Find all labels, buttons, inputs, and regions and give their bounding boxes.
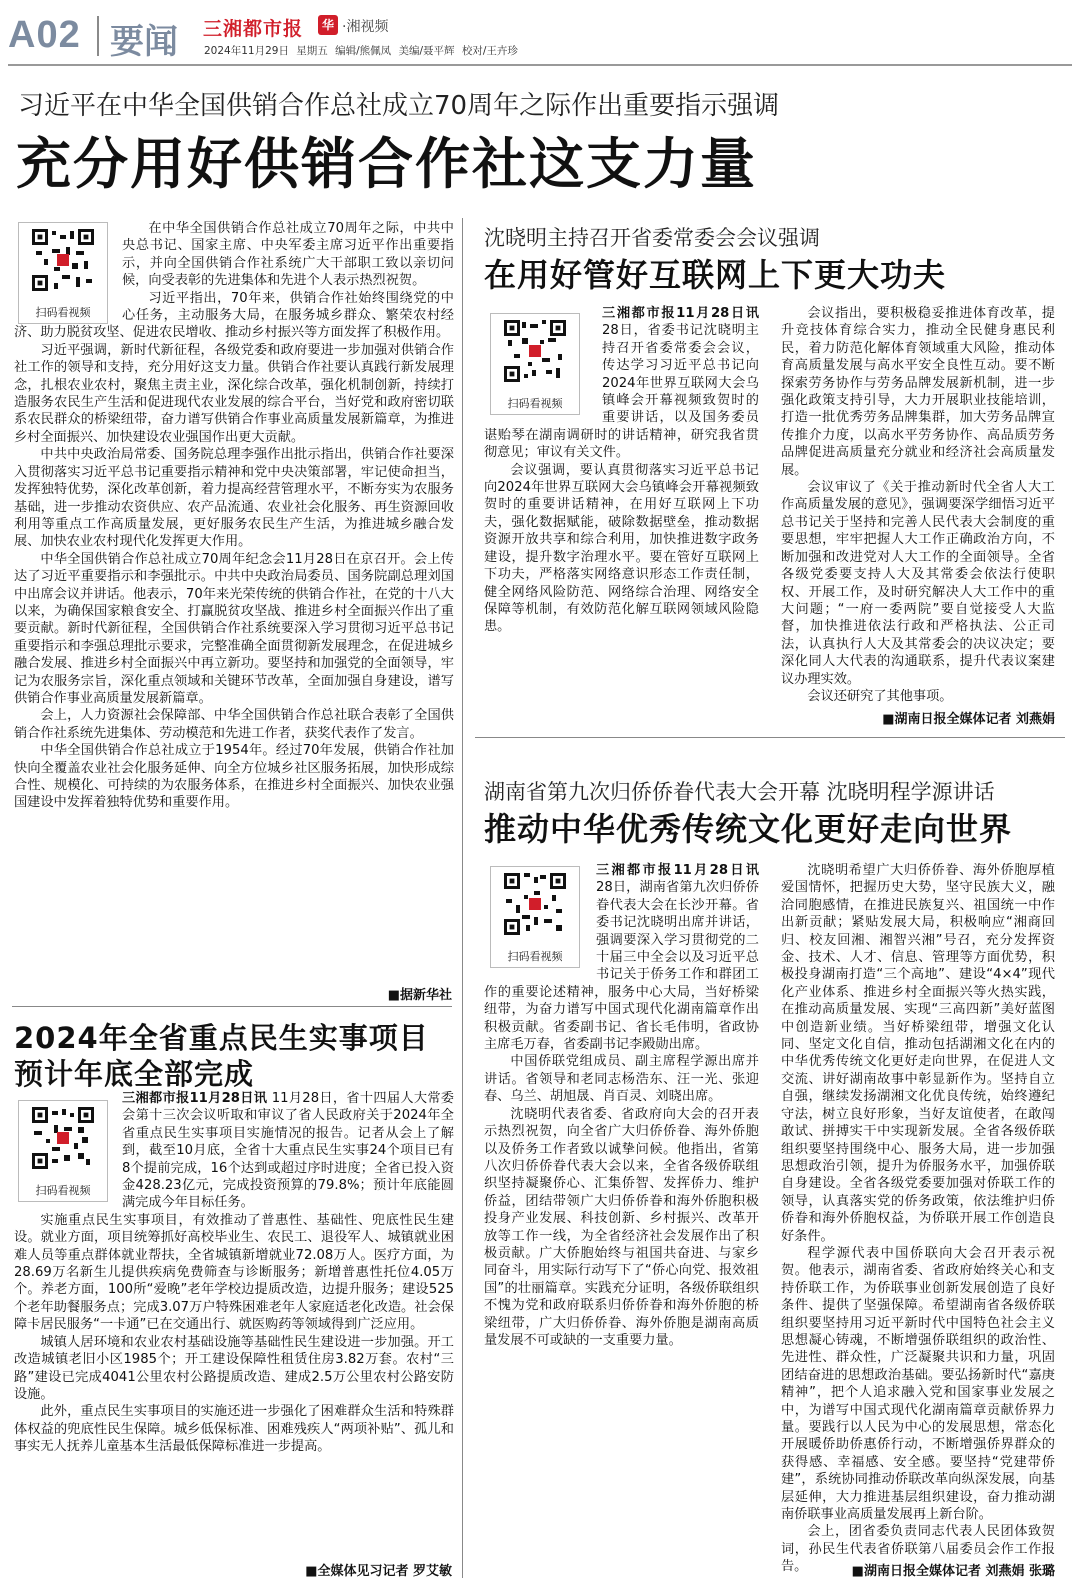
main-kicker: 习近平在中华全国供销合作总社成立70周年之际作出重要指示强调: [18, 91, 780, 121]
qr-label: 扫码看视频: [507, 950, 563, 963]
overseas-headline: 推动中华优秀传统文化更好走向世界: [484, 810, 1013, 848]
byline: ■湖南日报全媒体记者 刘燕娟 张璐: [851, 1564, 1055, 1579]
byline: ■湖南日报全媒体记者 刘燕娟: [882, 712, 1055, 727]
internet-headline: 在用好管好互联网上下更大功夫: [484, 256, 947, 294]
paragraph: 城镇人居环境和农业农村基础设施等基础性民生建设进一步加强。开工改造城镇老旧小区1985个；开工建设保障性租赁住房3.82万套。农村“三路”建设已完成4041公里农村公路提质改造、建成2.5万公里农村公路安防设施。: [14, 1334, 454, 1402]
paragraph: 三湘都市报11月28日讯 28日，湖南省第九次归侨侨眷代表大会在长沙开幕。省委书记沈晓明出席并讲话，强调要深入学习贯彻党的二十届三中全会以及习近平总书记关于侨务工作和群团工作的重要论述精神，服务中心大局，当好桥梁纽带，为奋力谱写中国式现代化湖南篇章作出积极贡献。省委副书记、省长毛伟明，省政协主席毛万春，省委副书记李殿勋出席。: [484, 863, 759, 1053]
main-headline: 充分用好供销合作社这支力量: [16, 132, 758, 196]
paragraph: 会议指出，要积极稳妥推进体育改革，提升竞技体育综合实力，推动全民健身惠民利民，着力防范化解体育领域重大风险，推动体育高质量发展与高水平安全良性互动。要不断探索劳务协作与劳务品牌发展新机制，进一步强化政策支持引导，大力开展职业技能培训，打造一批优秀劳务品牌集群，加大劳务品牌宣传推介力度，以高水平劳务协作、高品质劳务品牌促进高质量充分就业和经济社会高质量发展。: [781, 306, 1055, 478]
paragraph: 在中华全国供销合作总社成立70周年之际，中共中央总书记、国家主席、中央军委主席习近平作出重要指示，并向全国供销合作社系统广大干部职工致以亲切问候，向受表彰的先进集体和先进个人表示热烈祝贺。: [122, 221, 454, 289]
qr-label: 扫码看视频: [507, 397, 563, 410]
internet-story-body-col1: [484, 305, 759, 720]
video-logo-text: ·湘视频: [342, 19, 389, 35]
internet-kicker: 沈晓明主持召开省委常委会会议强调: [484, 226, 820, 250]
main-story-body: [14, 220, 454, 990]
internet-story-body-col2: [781, 305, 1055, 705]
page-number: A02: [8, 14, 81, 56]
video-logo-icon: 华: [318, 15, 338, 35]
paragraph: 中华全国供销合作总社成立于1954年。经过70年发展，供销合作社加快向全覆盖农业社会化服务延伸、向全方位城乡社区服务拓展，加快形成综合性、规模化、可持续的为农服务体系，在推进乡村全面振兴、加快农业强国建设中发挥着独特优势和重要作用。: [14, 743, 454, 811]
qr-label: 扫码看视频: [35, 1184, 91, 1197]
byline: ■全媒体见习记者 罗艾敏: [305, 1564, 452, 1579]
paragraph: 习近平指出，70年来，供销合作社始终围绕党的中心任务，主动服务大局，在服务城乡群众、繁荣农村经济、助力脱贫攻坚、促进农民增收、推动乡村振兴等方面发挥了积极作用。: [14, 290, 454, 341]
qr-label: 扫码看视频: [35, 306, 91, 319]
paragraph: 实施重点民生实事项目，有效推动了普惠性、基础性、兜底性民生建设。就业方面，项目统筹抓好高校毕业生、农民工、退役军人、城镇就业困难人员等重点群体就业帮扶，全省城镇新增就业72.08万人。医疗方面，为28.69万名新生儿提供疾病免费筛查与诊断服务；新增普惠性托位4.05万个。养老方面，100所“爱晚”老年学校边提质改造，边提升服务；建设525个老年助餐服务点；完成3.07万户特殊困难老年人家庭适老化改造。社会保障卡居民服务“一卡通”已在交通出行、就医购药等领域得到广泛应用。: [14, 1212, 454, 1333]
paragraph: 中华全国供销合作总社成立70周年纪念会11月28日在京召开。会上传达了习近平重要指示和李强批示。中共中央政治局委员、国务院副总理刘国中出席会议并讲话。他表示，70年来光荣传统的供销合作社，在党的十八大以来，为确保国家粮食安全、打赢脱贫攻坚战、推进乡村全面振兴作出了重要贡献。新时代新征程，全国供销合作社系统要深入学习贯彻习近平总书记重要指示和李强总理批示要求，完整准确全面贯彻新发展理念，在促进城乡融合发展、推进乡村全面振兴中再立新功。要坚持和加强党的全面领导，牢记为农服务宗旨，深化重点领域和关键环节改革，全面加强自身建设，谱写供销合作事业高质量发展新篇章。: [14, 551, 454, 706]
paragraph: 中共中央政治局常委、国务院总理李强作出批示指出，供销合作社要深入贯彻落实习近平总书记重要指示精神和党中央决策部署，牢记使命担当，发挥独特优势，深化改革创新，着力提高经营管理水平，不断夯实为农服务基础，进一步推动农资供应、农产品流通、农业社会化服务、再生资源回收利用等重点工作高质量发展，更好服务农民生产生活，为推进城乡融合发展、加快农业农村现代化发挥更大作用。: [14, 447, 454, 550]
livelihood-headline-2: 预计年底全部完成: [14, 1057, 255, 1091]
paragraph: 沈晓明代表省委、省政府向大会的召开表示热烈祝贺，向全省广大归侨侨眷、海外侨胞以及侨务工作者致以诚挚问候。他指出，省第八次归侨侨眷代表大会以来，全省各级侨联组织坚持凝聚侨心、汇集侨智、发挥侨力、维护侨益，团结带领广大归侨侨眷和海外侨胞积极投身产业发展、科技创新、乡村振兴、改革开放等工作一线，为全省经济社会发展作出了积极贡献。广大侨胞始终与祖国共奋进、与家乡同奋斗，用实际行动写下了“侨心向党、报效祖国”的壮丽篇章。实践充分证明，各级侨联组织不愧为党和政府联系归侨侨眷和海外侨胞的桥梁纽带，广大归侨侨眷、海外侨胞是湖南高质量发展不可或缺的一支重要力量。: [484, 1106, 759, 1348]
column-divider: [462, 218, 463, 1578]
paragraph: 此外，重点民生实事项目的实施还进一步强化了困难群众生活和特殊群体权益的兜底性民生保障。城乡低保标准、困难残疾人“两项补贴”、孤儿和事实无人抚养儿童基本生活最低保障标准进一步提高。: [14, 1404, 454, 1455]
issue-info: 2024年11月29日 星期五 编辑/熊佩凤 美编/聂平辉 校对/王卉珍: [204, 45, 518, 57]
section-name: 要闻: [110, 22, 178, 62]
paragraph: 会议强调，要认真贯彻落实习近平总书记向2024年世界互联网大会乌镇峰会开幕视频致贺时的重要讲话精神，在用好互联网上下功夫，强化数据赋能，破除数据壁垒，推动数据资源开放共享和综合利用，加快推进数字政务建设，提升数字治理水平。要在管好互联网上下功夫，严格落实网络意识形态工作责任制，健全网络风险防范、网络综合治理、网络安全保障等机制，有效防范化解互联网领域风险隐患。: [484, 462, 759, 635]
header-rule: [8, 64, 1072, 66]
paragraph: 会上，团省委负责同志代表人民团体致贺词，孙民生代表省侨联第八届委员会作工作报告。: [781, 1524, 1055, 1575]
dateline: 三湘都市报11月28日讯: [596, 863, 759, 878]
newspaper-name: 三湘都市报: [203, 18, 304, 40]
livelihood-story-body: [14, 1090, 454, 1560]
livelihood-headline-1: 2024年全省重点民生实事项目: [14, 1021, 429, 1055]
byline: ■据新华社: [387, 988, 452, 1003]
overseas-kicker: 湖南省第九次归侨侨眷代表大会开幕 沈晓明程学源讲话: [484, 780, 995, 804]
paragraph: 三湘都市报11月28日讯 28日，省委书记沈晓明主持召开省委常委会会议，传达学习习近平总书记向2024年世界互联网大会乌镇峰会开幕视频致贺时的重要讲话，以及国务委员谌贻琴在湖南调研时的讲话精神，研究我省贯彻意见；审议有关文件。: [484, 306, 759, 461]
paragraph: 会上，人力资源社会保障部、中华全国供销合作总社联合表彰了全国供销合作社系统先进集体、劳动模范和先进工作者，获奖代表作了发言。: [14, 708, 454, 741]
paragraph: 三湘都市报11月28日讯 11月28日，省十四届人大常委会第十三次会议听取和审议了省人民政府关于2024年全省重点民生实事项目实施情况的报告。记者从会上了解到，截至10月底，全省十大重点民生实事24个项目已有8个提前完成，16个达到或超过序时进度；全省已投入资金428.23亿元，完成投资预算的79.8%；预计年底能圆满完成今年目标任务。: [122, 1091, 454, 1211]
paragraph: 中国侨联党组成员、副主席程学源出席并讲话。省领导和老同志杨浩东、汪一光、张迎春、乌兰、胡旭晟、肖百灵、刘晓出席。: [484, 1054, 759, 1105]
paragraph: 程学源代表中国侨联向大会召开表示祝贺。他表示，湖南省委、省政府始终关心和支持侨联工作，为侨联事业创新发展创造了良好条件、提供了坚强保障。希望湖南省各级侨联组织要坚持用习近平新时代中国特色社会主义思想凝心铸魂，不断增强侨联组织的政治性、先进性、群众性，广泛凝聚共识和力量，巩固团结奋进的思想政治基础。要弘扬新时代“嘉庚精神”，把个人追求融入党和国家事业发展之中，为谱写中国式现代化湖南篇章贡献侨界力量。要践行以人民为中心的发展思想，常态化开展暖侨助侨惠侨行动，不断增强侨界群众的获得感、幸福感、安全感。要坚持“党建带侨建”，系统协同推动侨联改革向纵深发展，向基层延伸，大力推进基层组织建设，奋力推动湖南侨联事业高质量发展再上新台阶。: [781, 1245, 1055, 1523]
header-divider: [97, 16, 99, 56]
story-divider: [475, 737, 1065, 738]
paragraph: 沈晓明希望广大归侨侨眷、海外侨胞厚植爱国情怀，把握历史大势，坚守民族大义，融洽同胞感情，在推进民族复兴、祖国统一中作出新贡献；紧贴发展大局，积极响应“湘商回归、校友回湘、湘智兴湘”号召，充分发挥资金、技术、人才、信息、管理等方面优势，积极投身湖南打造“三个高地”、建设“4×4”现代化产业体系、推进乡村全面振兴等火热实践，在推动高质量发展、实现“三高四新”美好蓝图中创造新业绩。当好桥梁纽带，增强文化认同、坚定文化自信，推动包括湖湘文化在内的中华优秀传统文化更好走向世界，在促进人文交流、讲好湖南故事中彰显新作为。坚持自立自强，继续发扬湖湘文化优良传统，始终遵纪守法，树立良好形象，当好友谊使者，在敢闯敢试、拼搏实干中实现新发展。全省各级侨联组织要坚持围绕中心、服务大局，进一步加强思想政治引领，提升为侨服务水平，加强侨联自身建设。全省各级党委要加强对侨联工作的领导，认真落实党的侨务政策，依法维护归侨侨眷和海外侨胞权益，为侨联开展工作创造良好条件。: [781, 863, 1055, 1244]
story-divider: [12, 1006, 452, 1007]
paragraph: 会议还研究了其他事项。: [807, 688, 953, 704]
overseas-story-body-col1: [484, 862, 759, 1567]
dateline: 三湘都市报11月28日讯: [602, 306, 759, 321]
paragraph: 习近平强调，新时代新征程，各级党委和政府要进一步加强对供销合作社工作的领导和支持，充分用好这支力量。供销合作社要认真践行新发展理念，扎根农业农村，聚焦主责主业，深化综合改革，强化机制创新，持续打造服务农民生产生活和促进现代农业发展的综合平台，当好党和政府密切联系农民群众的桥梁纽带，奋力谱写供销合作事业高质量发展新篇章，为推进乡村全面振兴、加快建设农业强国作出更大贡献。: [14, 342, 454, 445]
dateline: 三湘都市报11月28日讯: [122, 1091, 268, 1106]
paragraph: 会议审议了《关于推动新时代全省人大工作高质量发展的意见》，强调要深学细悟习近平总书记关于坚持和完善人民代表大会制度的重要思想，牢牢把握人大工作正确政治方向，不断加强和改进党对人大工作的全面领导。全省各级党委要支持人大及其常委会依法行使职权、开展工作，及时研究解决人大工作中的重大问题；“一府一委两院”要自觉接受人大监督，加快推进依法行政和严格执法、公正司法，认真执行人大及其常委会的决议决定；要深化同人大代表的沟通联系，提升代表议案建议办理实效。: [781, 480, 1055, 687]
